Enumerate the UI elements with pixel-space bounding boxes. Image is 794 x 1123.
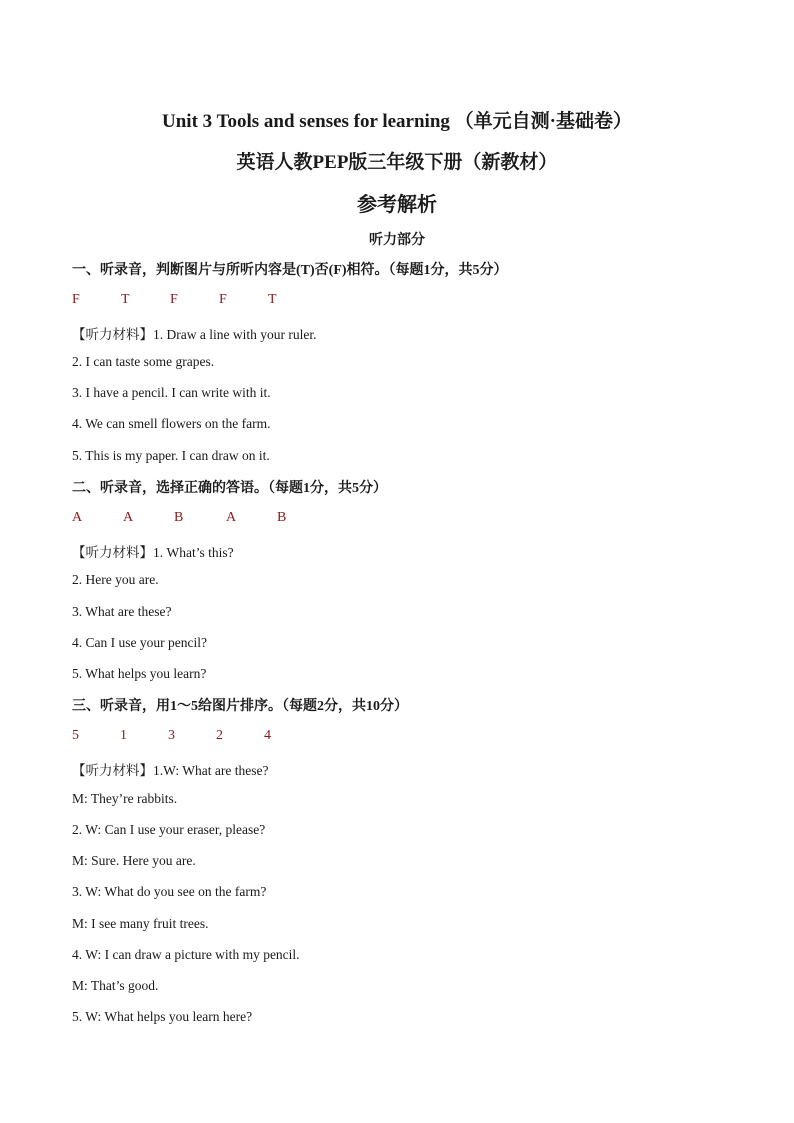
document-type: 参考解析	[357, 194, 437, 216]
document-title: Unit 3 Tools and senses for learning （单元自测·基础卷）	[162, 111, 632, 132]
listening-line: 3. W: What do you see on the farm?	[72, 884, 267, 899]
section-1-heading: 一、听录音，判断图片与所听内容是(T)否(F)相符。（每题1分，共5分）	[72, 263, 508, 278]
listening-line: 4. W: I can draw a picture with my pencil.	[72, 947, 300, 962]
answer-item: F	[72, 292, 80, 307]
listening-line: M: That’s good.	[72, 978, 159, 993]
answer-item: A	[72, 510, 83, 525]
listening-line: M: I see many fruit trees.	[72, 916, 209, 931]
section-3-heading: 三、听录音，用1～5给图片排序。（每题2分，共10分）	[72, 699, 408, 714]
document-subtitle: 英语人教PEP版三年级下册（新教材）	[236, 152, 558, 173]
listening-line: 3. What are these?	[72, 604, 172, 619]
answer-item: A	[226, 510, 237, 525]
listening-line: 3. I have a pencil. I can write with it.	[72, 385, 271, 400]
answer-item: F	[219, 292, 227, 307]
part-title: 听力部分	[369, 233, 425, 248]
listening-line: M: Sure. Here you are.	[72, 853, 196, 868]
answer-item: F	[170, 292, 178, 307]
listening-line: 【听力材料】1. Draw a line with your ruler.	[72, 327, 317, 342]
answer-item: 3	[168, 728, 175, 743]
listening-line: 2. I can taste some grapes.	[72, 354, 215, 369]
listening-line: 【听力材料】1. What’s this?	[72, 545, 234, 560]
section-2-heading: 二、听录音，选择正确的答语。（每题1分，共5分）	[72, 481, 387, 496]
listening-line: 2. W: Can I use your eraser, please?	[72, 822, 266, 837]
listening-line: 4. We can smell flowers on the farm.	[72, 416, 271, 431]
answer-item: T	[268, 292, 277, 307]
answer-item: B	[174, 510, 184, 525]
listening-line: 5. W: What helps you learn here?	[72, 1009, 253, 1024]
answer-item: 5	[72, 728, 79, 743]
answer-item: 4	[264, 728, 271, 743]
answer-item: T	[121, 292, 130, 307]
listening-line: 【听力材料】1.W: What are these?	[72, 763, 269, 778]
listening-line: M: They’re rabbits.	[72, 791, 178, 806]
listening-line: 5. This is my paper. I can draw on it.	[72, 448, 270, 463]
listening-line: 2. Here you are.	[72, 572, 159, 587]
answer-item: 2	[216, 728, 223, 743]
listening-line: 5. What helps you learn?	[72, 666, 207, 681]
listening-line: 4. Can I use your pencil?	[72, 635, 207, 650]
answer-item: A	[123, 510, 134, 525]
answer-item: 1	[120, 728, 127, 743]
answer-item: B	[277, 510, 287, 525]
